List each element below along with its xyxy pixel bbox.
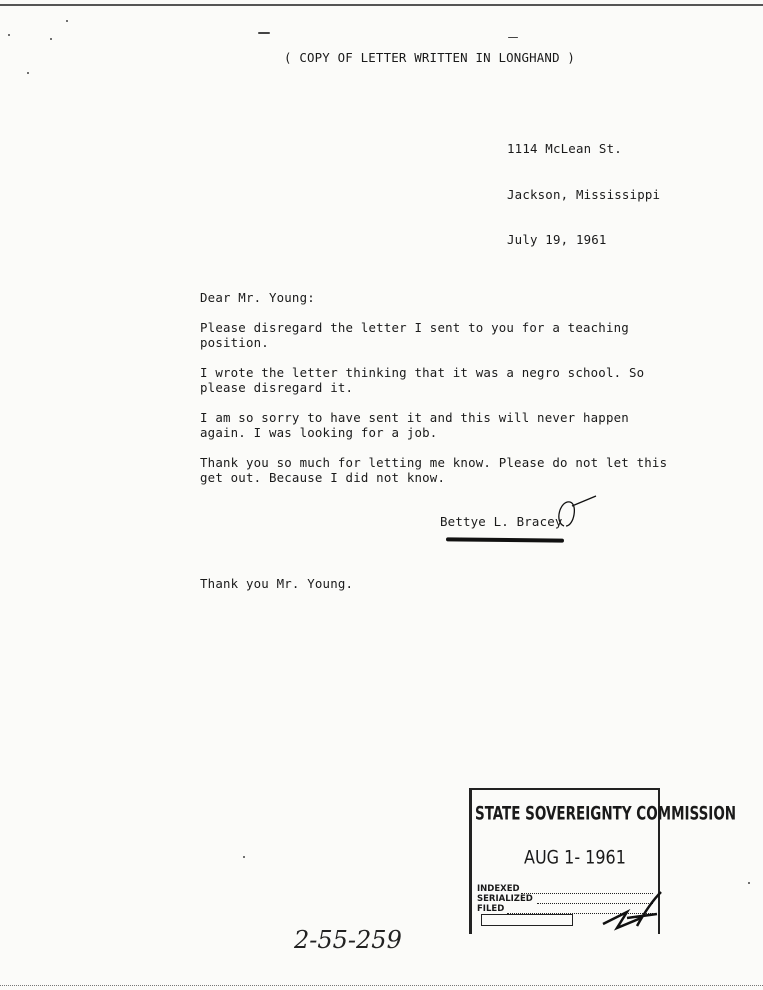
letter-date: July 19, 1961 xyxy=(507,232,607,247)
stamp-box xyxy=(481,914,573,926)
file-number-text: 2-55-259 xyxy=(294,926,402,954)
stamp-field-filed: FILED xyxy=(477,904,505,914)
speck xyxy=(27,72,29,74)
paragraph-3 xyxy=(200,410,670,440)
received-stamp xyxy=(469,788,737,934)
speck xyxy=(258,32,270,34)
closing-note: Thank you Mr. Young. xyxy=(200,576,354,591)
top-rule xyxy=(0,4,763,6)
paragraph-line: I am so sorry to have sent it and this will never happen xyxy=(200,410,629,425)
paragraph-line: again. I was looking for a job. xyxy=(200,425,438,440)
salutation: Dear Mr. Young: xyxy=(200,290,315,305)
paragraph-line: Please disregard the letter I sent to you for a teaching xyxy=(200,320,629,335)
speck xyxy=(8,34,10,36)
sender-address xyxy=(507,111,660,278)
stamp-field-indexed: INDEXED xyxy=(477,884,520,894)
document-heading: ( COPY OF LETTER WRITTEN IN LONGHAND ) xyxy=(284,50,576,65)
speck xyxy=(508,37,518,38)
address-street: 1114 McLean St. xyxy=(507,141,622,156)
speck xyxy=(748,882,750,884)
paragraph-line: Thank you so much for letting me know. Please do not let this xyxy=(200,455,668,470)
handwritten-initials xyxy=(597,888,667,938)
typed-signature: Bettye L. Bracey xyxy=(440,514,563,529)
stamp-date: AUG 1- 1961 xyxy=(524,846,626,868)
stamp-title: STATE SOVEREIGNTY COMMISSION xyxy=(475,802,737,825)
address-city: Jackson, Mississippi xyxy=(507,186,661,202)
paragraph-line: get out. Because I did not know. xyxy=(200,470,446,485)
speck xyxy=(66,20,68,22)
signature-flourish xyxy=(550,492,600,532)
speck xyxy=(50,38,52,40)
bottom-rule xyxy=(0,985,763,986)
paragraph-1 xyxy=(200,320,670,350)
paragraph-line: position. xyxy=(200,335,269,350)
paragraph-4 xyxy=(200,455,670,485)
stamp-field-serialized: SERIALIZED xyxy=(477,894,533,904)
paragraph-line: please disregard it. xyxy=(200,380,354,395)
ink-underline xyxy=(446,537,564,542)
handwritten-file-number xyxy=(290,920,450,960)
paragraph-2 xyxy=(200,365,670,395)
paragraph-line: I wrote the letter thinking that it was a negro school. So xyxy=(200,365,645,380)
speck xyxy=(243,856,245,858)
